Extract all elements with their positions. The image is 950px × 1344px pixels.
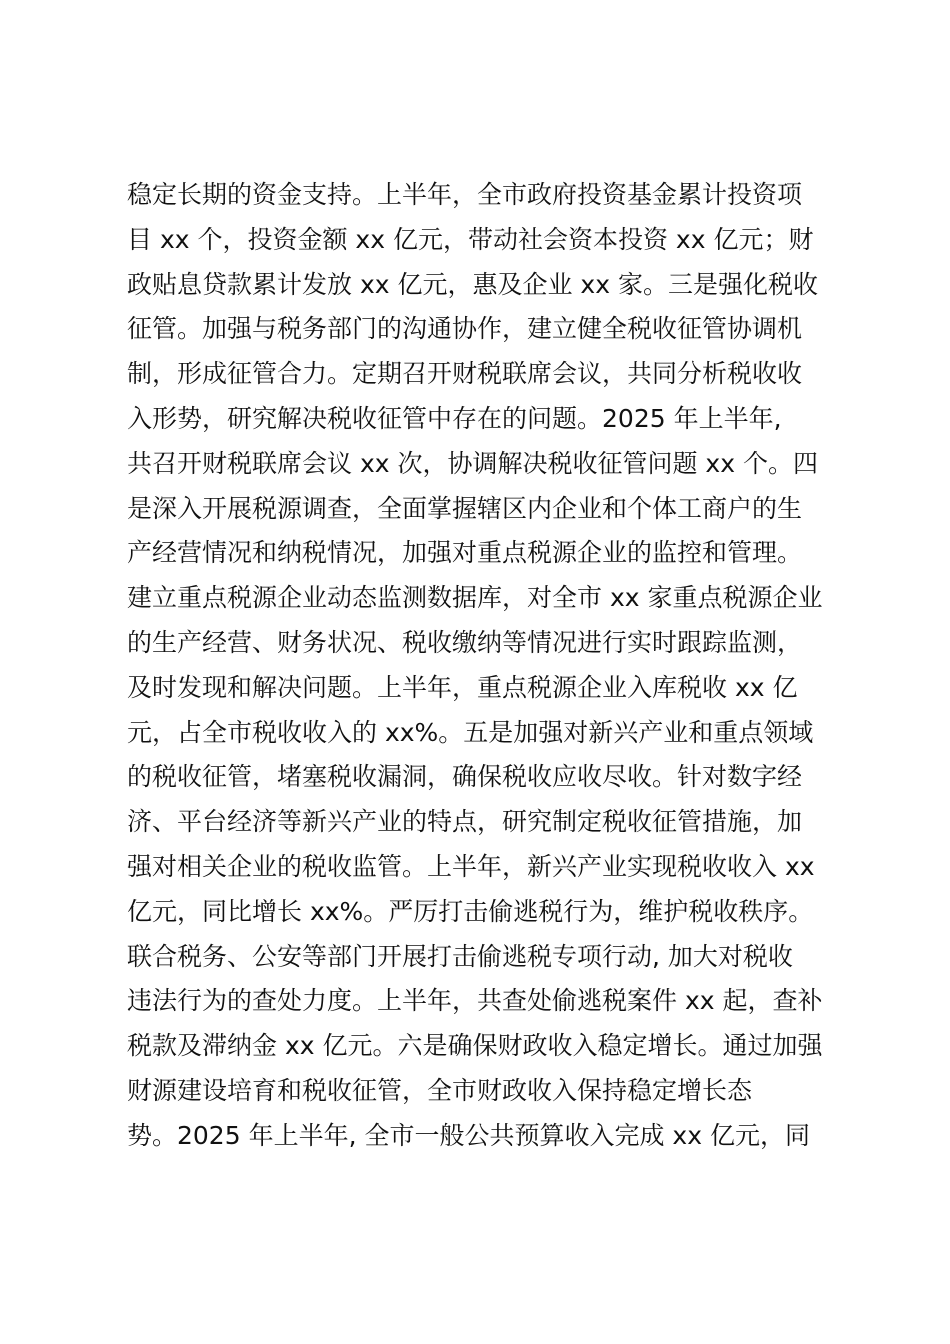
text-line: 稳定长期的资金支持。上半年，全市政府投资基金累计投资项: [127, 180, 803, 209]
text-line: 政贴息贷款累计发放 xx 亿元，惠及企业 xx 家。三是强化税收: [127, 269, 818, 299]
text-line: 制，形成征管合力。定期召开财税联席会议，共同分析税收收: [127, 359, 803, 389]
text-line: 济、平台经济等新兴产业的特点，研究制定税收征管措施，加: [127, 807, 803, 837]
text-line: 联合税务、公安等部门开展打击偷逃税专项行动, 加大对税收: [127, 941, 793, 971]
text-line: 建立重点税源企业动态监测数据库，对全市 xx 家重点税源企业: [127, 583, 823, 613]
text-line: 元，占全市税收收入的 xx%。五是加强对新兴产业和重点领域: [127, 717, 814, 747]
text-line: 强对相关企业的税收监管。上半年，新兴产业实现税收收入 xx: [127, 851, 815, 881]
text-line: 财源建设培育和税收征管，全市财政收入保持稳定增长态: [127, 1075, 753, 1105]
text-line: 产经营情况和纳税情况，加强对重点税源企业的监控和管理。: [127, 538, 803, 568]
text-line: 目 xx 个，投资金额 xx 亿元，带动社会资本投资 xx 亿元；财: [127, 224, 814, 254]
text-line: 的生产经营、财务状况、税收缴纳等情况进行实时跟踪监测，: [127, 627, 803, 657]
text-line: 及时发现和解决问题。上半年，重点税源企业入库税收 xx 亿: [127, 672, 798, 702]
text-line: 征管。加强与税务部门的沟通协作，建立健全税收征管协调机: [127, 314, 803, 344]
text-line: 的税收征管，堵塞税收漏洞，确保税收应收尽收。针对数字经: [127, 762, 803, 792]
text-line: 共召开财税联席会议 xx 次，协调解决税收征管问题 xx 个。四: [127, 448, 818, 478]
text-line: 税款及滞纳金 xx 亿元。六是确保财政收入稳定增长。通过加强: [127, 1031, 823, 1061]
text-line: 入形势，研究解决税收征管中存在的问题。2025 年上半年,: [127, 403, 782, 433]
text-line: 是深入开展税源调查，全面掌握辖区内企业和个体工商户的生: [127, 493, 803, 523]
text-line: 亿元，同比增长 xx%。严厉打击偷逃税行为，维护税收秩序。: [127, 896, 814, 926]
body-paragraph: [127, 173, 847, 1159]
text-line: 违法行为的查处力度。上半年，共查处偷逃税案件 xx 起，查补: [127, 986, 823, 1016]
text-line: 势。2025 年上半年, 全市一般公共预算收入完成 xx 亿元，同: [127, 1120, 810, 1150]
